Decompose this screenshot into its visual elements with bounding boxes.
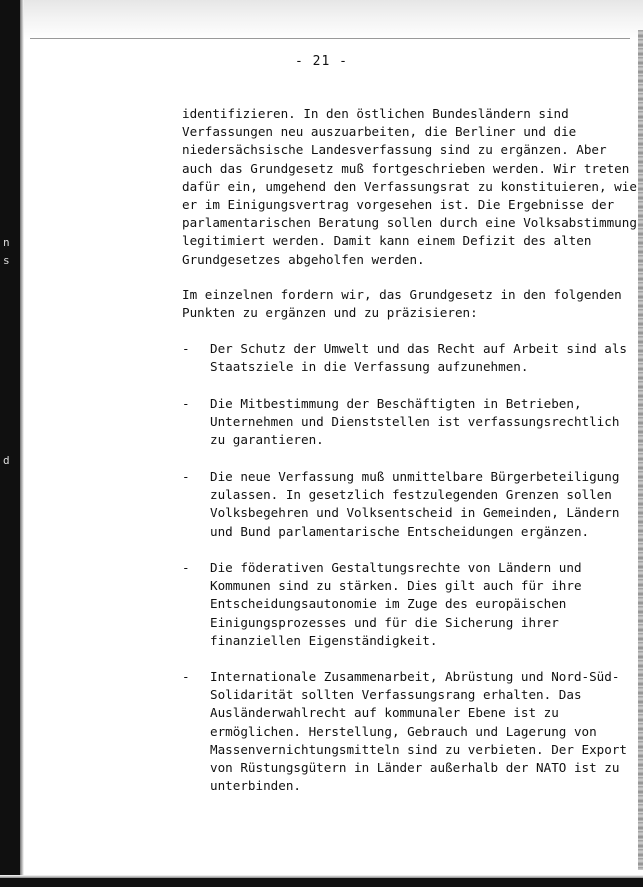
text-line: dafür ein, umgehend den Verfassungsrat zu konstituieren, wie [182,178,637,194]
text-line: Internationale Zusammenarbeit, Abrüstung und Nord-Süd- [210,669,620,684]
text-line: von Rüstungsgütern in Länder außerhalb der NATO ist zu [210,759,620,775]
list-item-text [210,468,620,541]
text-line: Grundgesetzes abgeholfen werden. [182,251,425,267]
margin-mark: d [3,454,10,467]
text-line: Solidarität sollten Verfassungsrang erhalten. Das [210,687,582,703]
text-line: er im Einigungsvertrag vorgesehen ist. Die Ergebnisse der [182,196,615,212]
margin-mark: n [3,236,10,249]
text-line: Staatsziele in die Verfassung aufzunehmen. [210,359,529,375]
bullet-dash: - [182,469,190,484]
text-line: Massenvernichtungsmitteln sind zu verbieten. Der Export [210,741,628,757]
bullet-dash: - [182,669,190,684]
scan-shadow-top [0,0,643,40]
scan-edge-left [20,0,24,887]
list-item-text [210,340,628,376]
page-number: - 21 - [295,54,348,69]
text-line: parlamentarischen Beratung sollen durch eine Volksabstimmung [182,215,637,231]
text-line: auch das Grundgesetz muß fortgeschrieben werden. Wir treten [182,160,630,176]
bullet-dash: - [182,341,190,356]
text-line: Die neue Verfassung muß unmittelbare Bürgerbeteiligung [210,469,620,484]
scan-edge-line [30,38,630,39]
list-item-text [210,668,628,795]
text-line: Einigungsprozesses und für die Sicherung ihrer [210,614,559,630]
text-line: Volksbegehren und Volksentscheid in Gemeinden, Ländern [210,505,620,521]
text-line: Unternehmen und Dienststellen ist verfassungsrechtlich [210,414,620,430]
list-item-text [210,559,620,650]
text-line: Kommunen sind zu stärken. Dies gilt auch für ihre [210,578,582,594]
scan-border-left [0,0,20,887]
paragraph-intro [182,105,637,269]
text-line: Im einzelnen fordern wir, das Grundgesetz in den folgenden [182,287,622,302]
text-line: legitimiert werden. Damit kann einem Defizit des alten [182,233,592,249]
text-line: finanziellen Eigenständigkeit. [210,632,438,648]
scan-edge-right [638,30,643,870]
scan-border-bottom [0,878,643,887]
text-line: zulassen. In gesetzlich festzulegenden Grenzen sollen [210,487,612,503]
text-line: Verfassungen neu auszuarbeiten, die Berliner und die [182,124,577,140]
margin-mark: s [3,254,10,267]
text-line: Entscheidungsautonomie im Zuge des europäischen [210,596,567,612]
text-line: identifizieren. In den östlichen Bundesländern sind [182,106,569,121]
text-line: zu garantieren. [210,432,324,448]
text-line: niedersächsische Landesverfassung sind zu ergänzen. Aber [182,142,607,158]
paragraph-demands-intro [182,286,622,322]
text-line: Die föderativen Gestaltungsrechte von Ländern und [210,560,582,575]
text-line: ermöglichen. Herstellung, Gebrauch und Lagerung von [210,723,597,739]
text-line: und Bund parlamentarische Entscheidungen ergänzen. [210,523,590,539]
text-line: Die Mitbestimmung der Beschäftigten in Betrieben, [210,396,582,411]
bullet-dash: - [182,396,190,411]
text-line: Punkten zu ergänzen und zu präzisieren: [182,305,478,321]
text-line: Ausländerwahlrecht auf kommunaler Ebene ist zu [210,705,559,721]
text-line: Der Schutz der Umwelt und das Recht auf Arbeit sind als [210,341,628,356]
text-line: unterbinden. [210,778,301,794]
list-item-text [210,395,620,450]
bullet-dash: - [182,560,190,575]
